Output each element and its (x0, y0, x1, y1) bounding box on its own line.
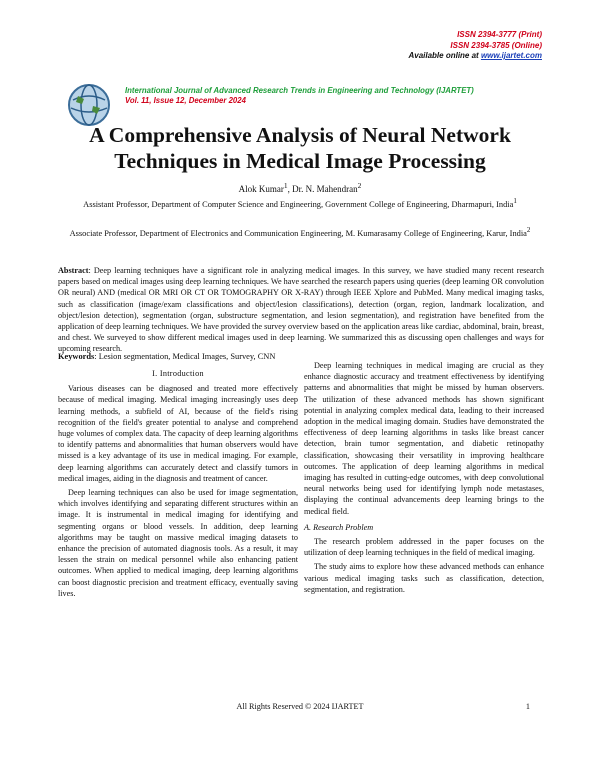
keywords-label: Keywords (58, 352, 95, 361)
author-2: Dr. N. Mahendran (292, 184, 358, 194)
section-heading-introduction: I. Introduction (152, 369, 204, 378)
left-column (58, 366, 298, 602)
author-separator: , (287, 184, 293, 194)
affiliation-1-text: Assistant Professor, Department of Computer Science and Engineering, Government College of Engineering, Dharmapuri, India (83, 199, 514, 209)
journal-name (125, 86, 585, 106)
volume-issue: Vol. 11, Issue 12, December 2024 (125, 96, 246, 105)
author-1: Alok Kumar (238, 184, 284, 194)
left-paragraph-1: Various diseases can be diagnosed and treated more effectively because of medical imaging. Medical imaging increasingly uses deep learning methods, a subfield of AI, because of the field's rising recognition of the field's greater potential to analyse and comprehend huge volumes of complex data. The capacity of deep learning algorithms to identify patterns and abnormalities that human observers would have missed is a key advantage of its use in medical imaging. For example, deep learning algorithms can accurately detect and classify tumors in medical images, aiding in the diagnosis and treatment of cancer. (58, 384, 298, 483)
right-column (304, 360, 544, 598)
abstract (58, 265, 544, 355)
right-paragraph-3: The study aims to explore how these advanced methods can enhance various medical imaging tasks such as classification, detection, segmentation, and registration. (304, 562, 544, 594)
title-line-1: A Comprehensive Analysis of Neural Network (89, 123, 511, 147)
keywords (58, 351, 275, 362)
issn-block (408, 30, 542, 62)
right-paragraph-2: The research problem addressed in the paper focuses on the utilization of deep learning techniques in the field of medical imaging. (304, 537, 544, 558)
issn-print: ISSN 2394-3777 (Print) (457, 30, 542, 39)
available-online (408, 51, 542, 62)
journal-title: International Journal of Advanced Research Trends in Engineering and Technology (IJARTET) (125, 86, 474, 95)
subsection-heading-research-problem: A. Research Problem (304, 522, 374, 532)
author-list (30, 180, 570, 195)
author-1-sup: 1 (283, 181, 288, 190)
available-prefix: Available online at (408, 51, 481, 60)
abstract-label: Abstract (58, 266, 89, 275)
page-number: 1 (525, 702, 530, 711)
journal-website-link[interactable]: www.ijartet.com (480, 51, 542, 60)
affiliation-1-sup: 1 (513, 197, 517, 205)
keywords-text: : Lesion segmentation, Medical Images, Survey, CNN (94, 352, 276, 361)
abstract-text: : Deep learning techniques have a significant role in analyzing medical images. In this survey, we have studied many recent research papers based on medical images using deep learning techniques. We have searched the research papers using queries (deep learning OR convolution OR neural) AND (medical OR MRI OR CT OR TOMOGRAPHY OR X-RAY) through IEEE Xplore and PubMed. Many medical imaging tasks, such as classification (image/exam classifications and object/lesion classifications), detection (organ, region, landmark localization, and object/lesion detection), segmentation (organ, substructure segmentation, and lesion segmentation), and registration have benefited from the application of deep learning techniques. We have provided the survey overview based on the application areas like cardiac, abdominal, brain, breast, and chest. We surveyed to show different medical images used in deep learning. We summarized this as discussing open challenges and ways for upcoming research. (58, 266, 544, 354)
title-line-2: Techniques in Medical Image Processing (114, 149, 486, 173)
footer-rights: All Rights Reserved © 2024 IJARTET (236, 702, 364, 711)
paper-title (30, 122, 570, 174)
right-paragraph-1: Deep learning techniques in medical imaging are crucial as they enhance diagnostic accuracy and treatment effectiveness by identifying patterns and abnormalities that might be missed by human observers. The utilization of these advanced methods has shown significant potential in analyzing complex medical data, leading to their increased adoption in the medical imaging domain. Studies have demonstrated the effectiveness of deep learning algorithms in tasks like breast cancer detection, brain tumor segmentation, and diabetic retinopathy classification, showcasing their versatility in improving healthcare outcomes. The application of deep learning algorithms in medical imaging has resulted in cutting-edge outcomes, with deep convolutional neural networks being used for identifying lymph node metastases, displaying the continual advancements deep learning brings to the medical field. (304, 361, 544, 516)
affiliation-2 (36, 224, 564, 240)
affiliation-2-text: Associate Professor, Department of Electronics and Communication Engineering, M. Kumarasamy College of Engineering, Karur, India (69, 228, 527, 238)
issn-online: ISSN 2394-3785 (Online) (450, 40, 542, 50)
left-paragraph-2: Deep learning techniques can also be used for image segmentation, which involves identifying and separating different structures within an image. It is instrumental in medical imaging for identifying and segmenting organs or blood vessels. In addition, deep learning algorithms may be taught on massive medical imaging datasets to enhance the precision of automated diagnosis tools. As a result, it may lessen the strain on medical personnel while also enhancing patient outcomes. When applied to medical imaging, deep learning algorithms can boost diagnostic precision and treatment efficacy, eventually saving lives. (58, 488, 298, 598)
author-2-sup: 2 (357, 181, 362, 190)
affiliation-1 (36, 195, 564, 211)
affiliation-2-sup: 2 (526, 226, 531, 234)
